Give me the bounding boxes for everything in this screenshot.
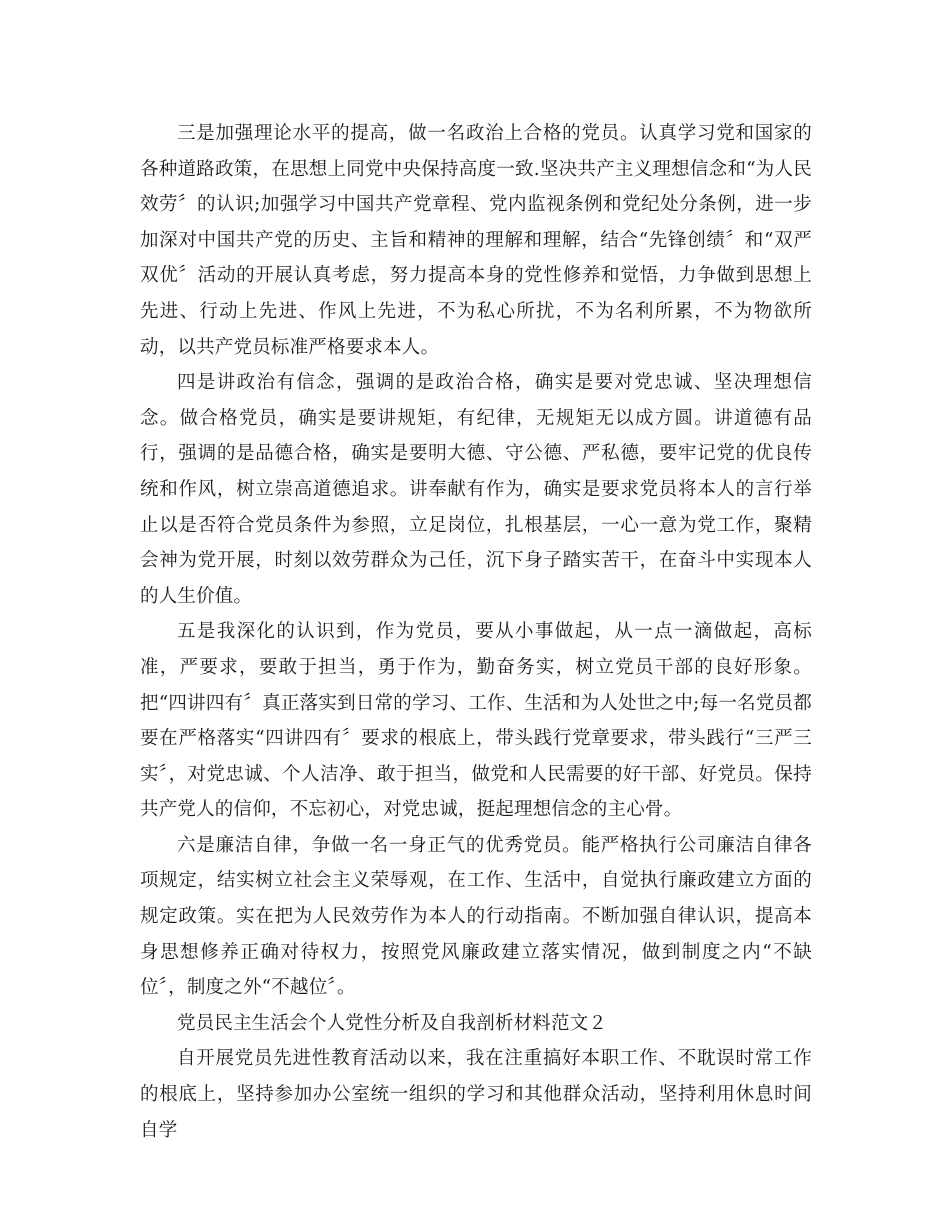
paragraph-5: 五是我深化的认识到，作为党员，要从小事做起，从一点一滴做起，高标准，严要求，要敢于担当，勇于作为，勤奋务实，树立党员干部的良好形象。把“四讲四有〞真正落实到日常的学习、工作、生活和为人处世之中;每一名党员都要在严格落实“四讲四有〞要求的根底上，带头践行党章要求，带头践行“三严三实〞，对党忠诚、个人洁净、敢于担当，做党和人民需要的好干部、好党员。保持共产党人的信仰，不忘初心，对党忠诚，挺起理想信念的主心骨。 bbox=[140, 621, 812, 821]
section-title: 党员民主生活会个人党性分析及自我剖析材料范文２ bbox=[177, 1012, 608, 1034]
paragraph-6: 六是廉洁自律，争做一名一身正气的优秀党员。能严格执行公司廉洁自律各项规定，结实树立社会主义荣辱观，在工作、生活中，自觉执行廉政建立方面的规定政策。实在把为人民效劳作为本人的行动指南。不断加强自律认识，提高本身思想修养正确对待权力，按照党风廉政建立落实情况，做到制度之内“不缺位〞，制度之外“不越位〞。 bbox=[140, 834, 812, 999]
paragraph-3: 三是加强理论水平的提高，做一名政治上合格的党员。认真学习党和国家的各种道路政策，在思想上同党中央保持高度一致.坚决共产主义理想信念和“为人民效劳〞的认识;加强学习中国共产党章程、党内监视条例和党纪处分条例，进一步加深对中国共产党的历史、主旨和精神的理解和理解，结合“先锋创绩〞和“双严双优〞活动的开展认真考虑，努力提高本身的党性修养和觉悟，力争做到思想上先进、行动上先进、作风上先进，不为私心所扰，不为名利所累，不为物欲所动，以共产党员标准严格要求本人。 bbox=[140, 123, 812, 358]
intro-paragraph: 自开展党员先进性教育活动以来，我在注重搞好本职工作、不耽误时常工作的根底上，坚持参加办公室统一组织的学习和其他群众活动，坚持利用休息时间自学 bbox=[140, 1048, 812, 1141]
paragraph-4: 四是讲政治有信念，强调的是政治合格，确实是要对党忠诚、坚决理想信念。做合格党员，确实是要讲规矩，有纪律，无规矩无以成方圆。讲道德有品行，强调的是品德合格，确实是要明大德、守公德、严私德，要牢记党的优良传统和作风，树立崇高道德追求。讲奉献有作为，确实是要求党员将本人的言行举止以是否符合党员条件为参照，立足岗位，扎根基层，一心一意为党工作，聚精会神为党开展，时刻以效劳群众为己任，沉下身子踏实苦干，在奋斗中实现本人的人生价值。 bbox=[140, 372, 812, 607]
document-body bbox=[140, 116, 812, 1148]
